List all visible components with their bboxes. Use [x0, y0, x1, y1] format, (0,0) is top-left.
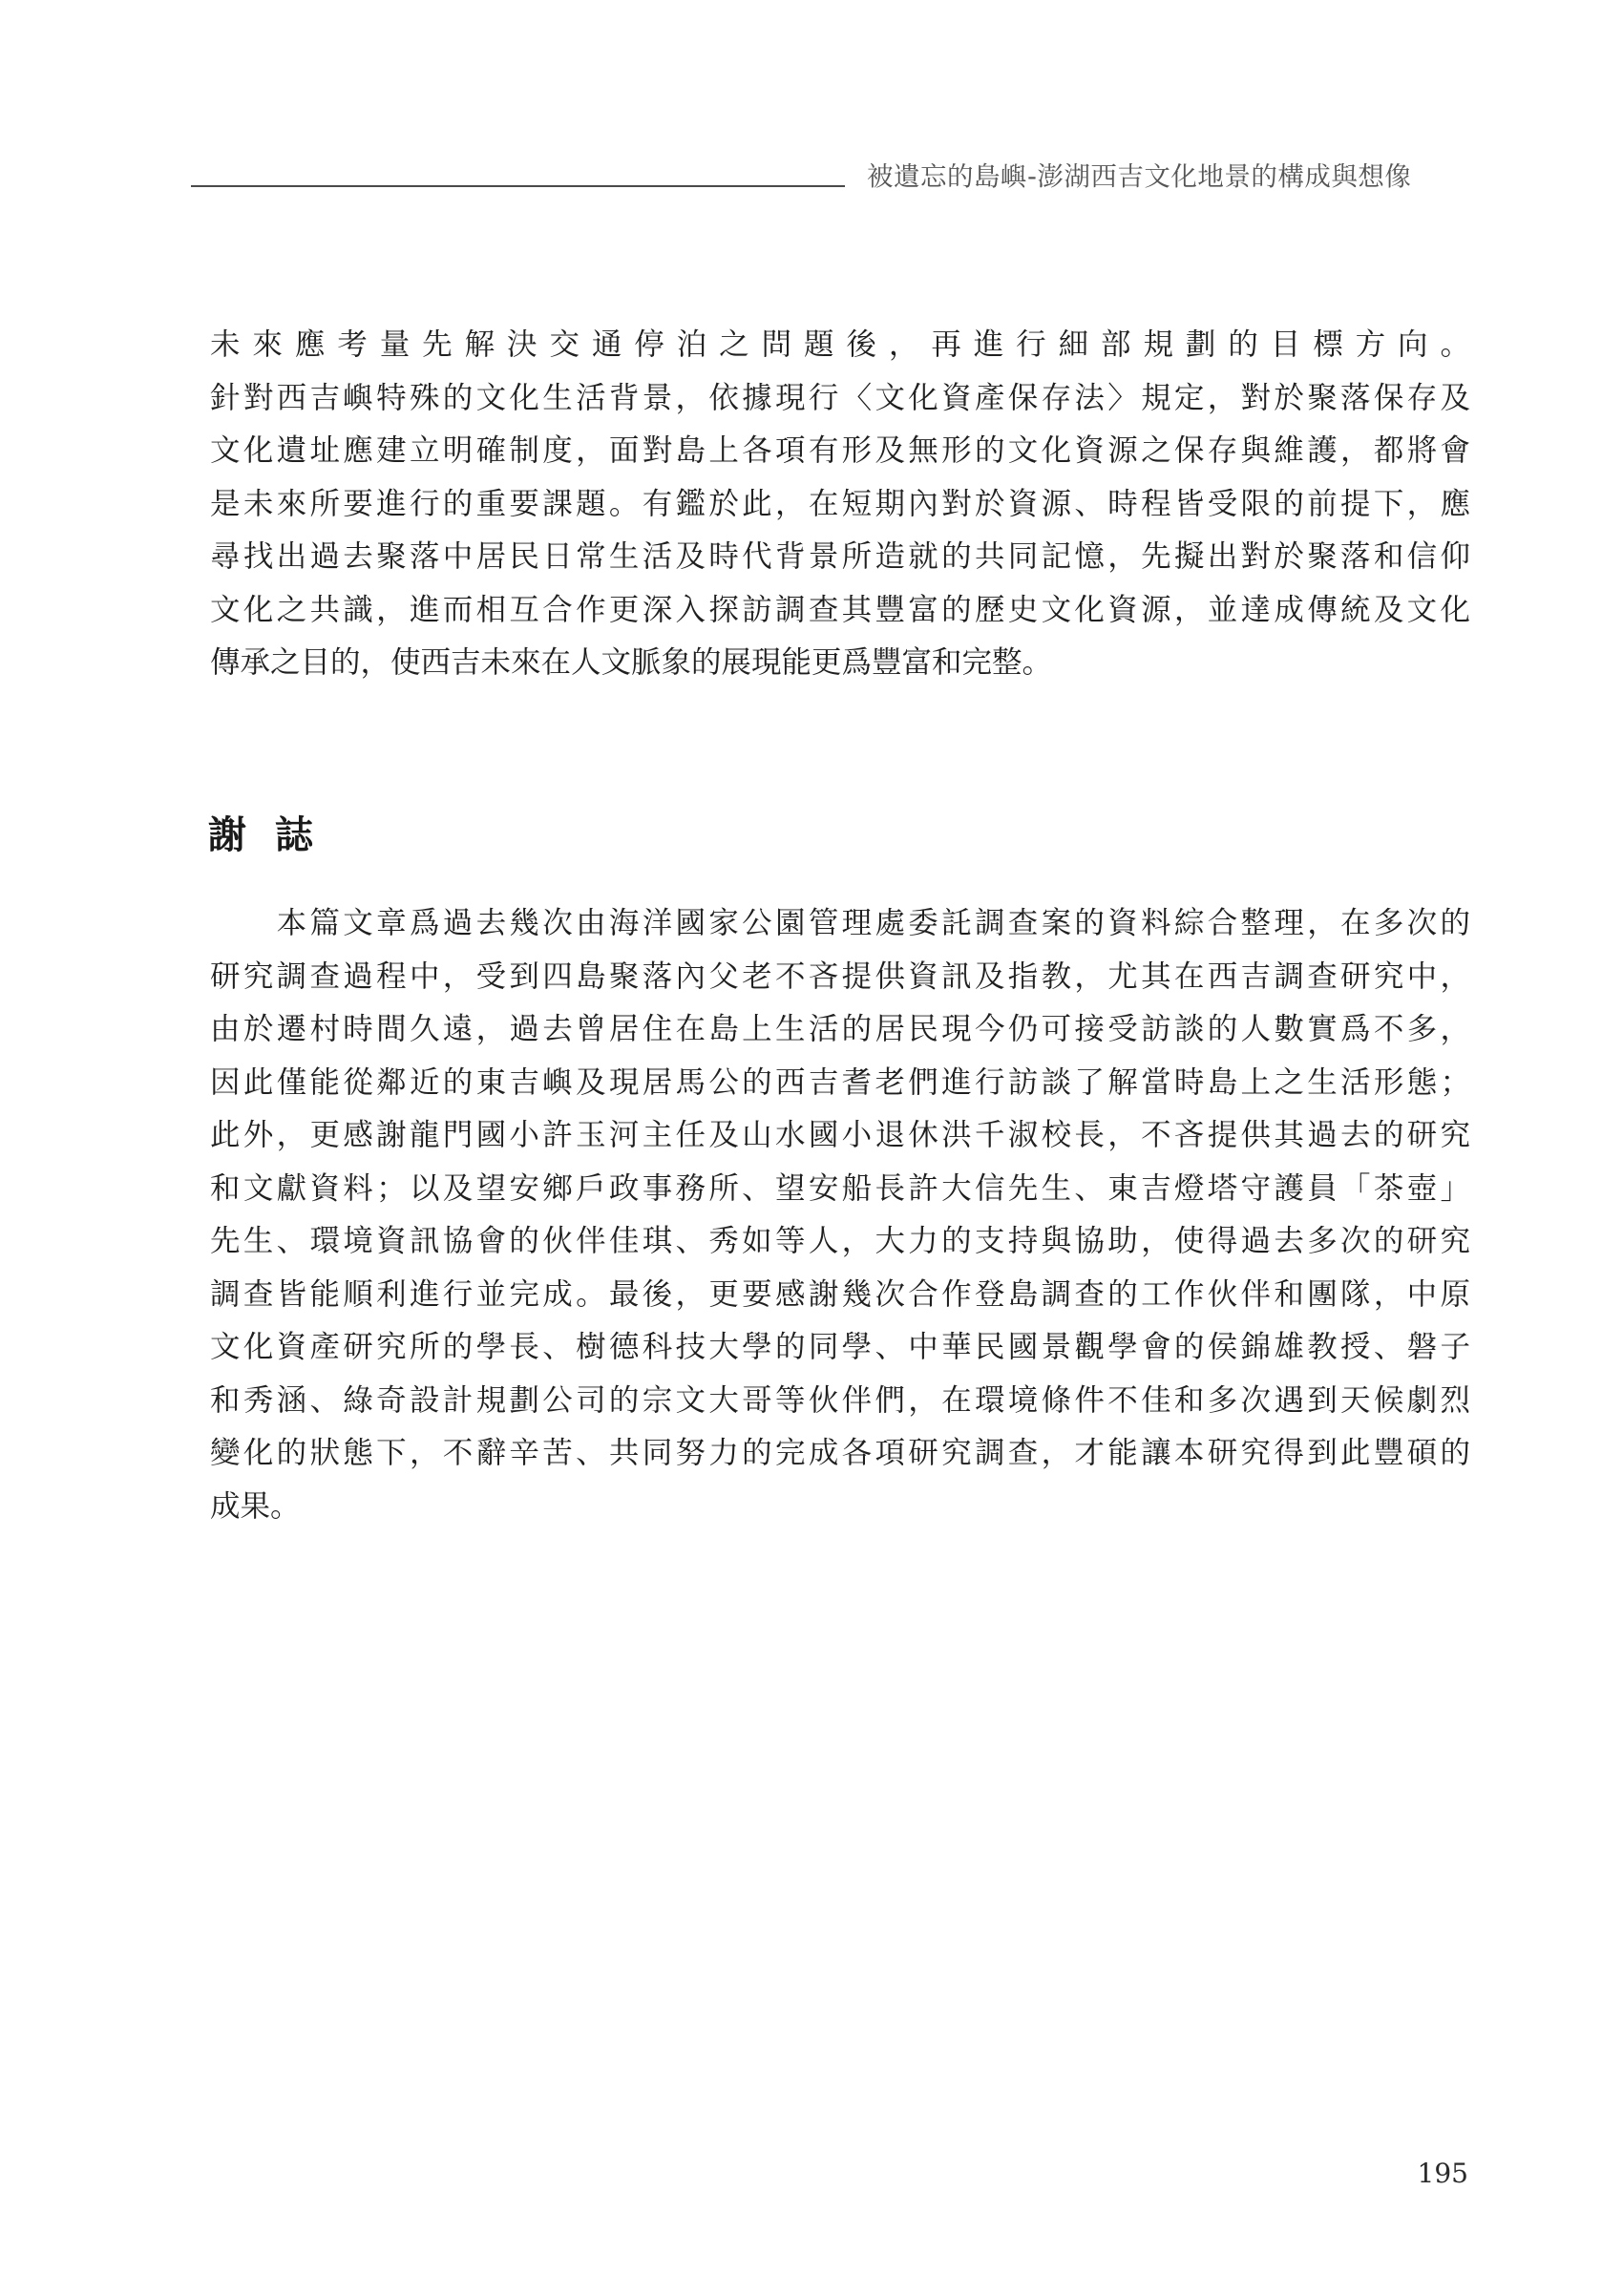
running-title: 被遺忘的島嶼-澎湖西吉文化地景的構成與想像 — [867, 161, 1412, 192]
text-line: 尋找出過去聚落中居民日常生活及時代背景所造就的共同記憶，先擬出對於聚落和信仰 — [210, 539, 1470, 574]
text-line: 此外，更感謝龍門國小許玉河主任及山水國小退休洪千淑校長，不吝提供其過去的研究 — [210, 1118, 1470, 1152]
page-number: 195 — [1417, 2158, 1468, 2189]
header-rule — [191, 185, 845, 187]
text-line: 變化的狀態下，不辭辛苦、共同努力的完成各項研究調查，才能讓本研究得到此豐碩的 — [210, 1436, 1470, 1470]
text-line: 由於遷村時間久遠，過去曾居住在島上生活的居民現今仍可接受訪談的人數實爲不多， — [210, 1012, 1470, 1046]
text-line: 研究調查過程中，受到四島聚落內父老不吝提供資訊及指教，尤其在西吉調查研究中， — [210, 958, 1470, 994]
text-line: 是未來所要進行的重要課題。有鑑於此，在短期內對於資源、時程皆受限的前提下，應 — [210, 486, 1470, 521]
text-line: 和文獻資料；以及望安鄉戶政事務所、望安船長許大信先生、東吉燈塔守護員「茶壺」 — [210, 1170, 1470, 1206]
section-heading-acknowledgement: 謝誌 — [208, 813, 342, 857]
text-line: 先生、環境資訊協會的伙伴佳琪、秀如等人，大力的支持與協助，使得過去多次的研究 — [210, 1224, 1470, 1258]
text-line: 調查皆能順利進行並完成。最後，更要感謝幾次合作登島調查的工作伙伴和團隊，中原 — [210, 1276, 1470, 1312]
acknowledgement-paragraph — [210, 897, 1470, 1533]
text-line: 未來應考量先解決交通停泊之問題後，再進行細部規劃的目標方向。 — [210, 327, 1470, 362]
text-line: 本篇文章爲過去幾次由海洋國家公園管理處委託調查案的資料綜合整理，在多次的 — [210, 906, 1470, 940]
text-line: 針對西吉嶼特殊的文化生活背景，依據現行〈文化資產保存法〉規定，對於聚落保存及 — [210, 380, 1470, 415]
text-line: 成果。 — [210, 1488, 301, 1524]
intro-paragraph — [210, 319, 1470, 690]
text-line: 文化資產研究所的學長、樹德科技大學的同學、中華民國景觀學會的侯錦雄教授、磐子 — [210, 1330, 1470, 1364]
text-line: 和秀涵、綠奇設計規劃公司的宗文大哥等伙伴們，在環境條件不佳和多次遇到天候劇烈 — [210, 1382, 1470, 1418]
text-line: 文化之共識，進而相互合作更深入探訪調查其豐富的歷史文化資源，並達成傳統及文化 — [210, 592, 1470, 627]
text-line: 傳承之目的，使西吉未來在人文脈象的展現能更爲豐富和完整。 — [210, 645, 1053, 680]
text-line: 因此僅能從鄰近的東吉嶼及現居馬公的西吉耆老們進行訪談了解當時島上之生活形態； — [210, 1064, 1470, 1100]
text-line: 文化遺址應建立明確制度，面對島上各項有形及無形的文化資源之保存與維護，都將會 — [210, 433, 1470, 468]
